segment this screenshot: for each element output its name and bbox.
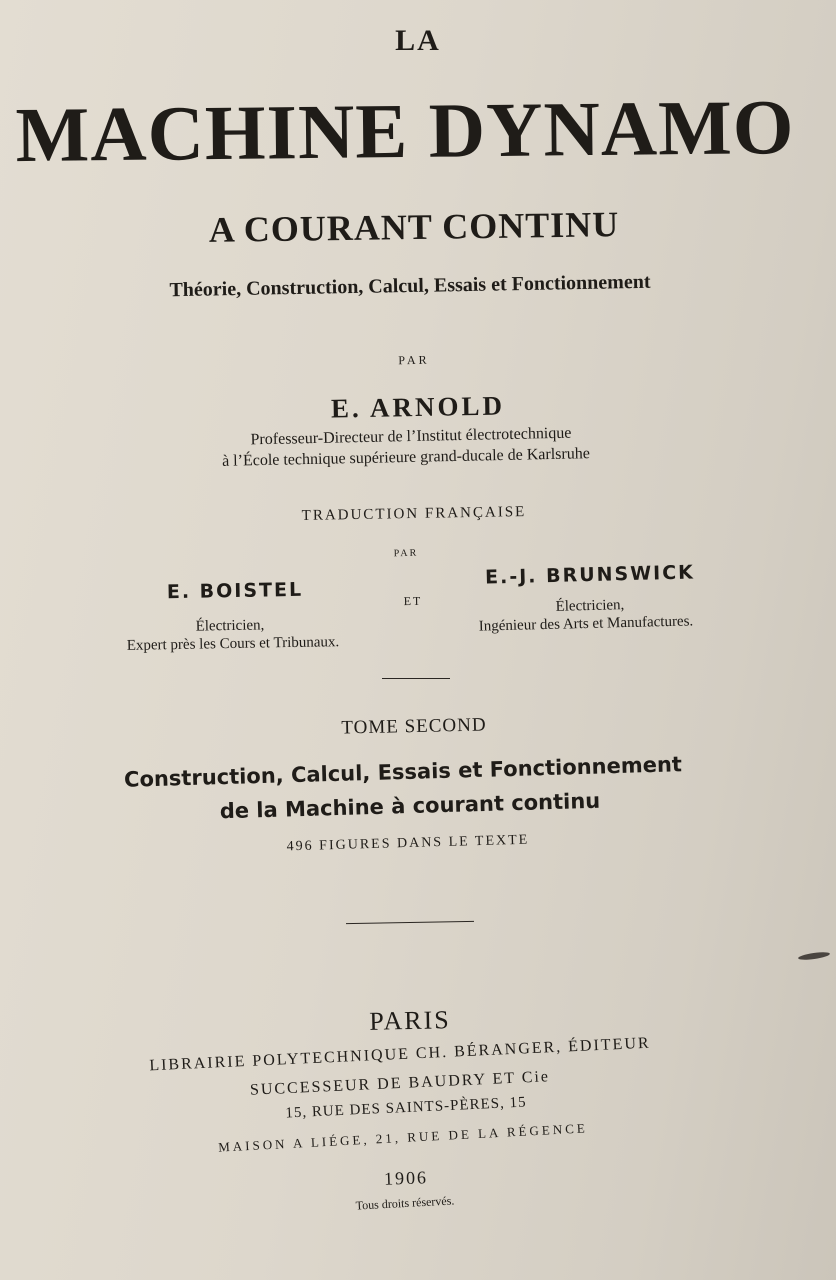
author-title-line-2: à l’École technique supérieure grand-ducale de Karlsruhe bbox=[221, 445, 591, 470]
author-title-line-1: Professeur-Directeur de l’Institut électrotechnique bbox=[250, 424, 572, 449]
translator-2-role-1: Électricien, bbox=[555, 597, 625, 615]
publisher-address: 15, RUE DES SAINTS-PÈRES, 15 bbox=[285, 1094, 527, 1122]
volume-label: TOME SECOND bbox=[341, 714, 487, 739]
conjunction: ET bbox=[403, 593, 423, 609]
translator-2-name: E.-J. BRUNSWICK bbox=[484, 561, 696, 589]
par-label-2: PAR bbox=[393, 547, 419, 560]
book-subtitle: A COURANT CONTINU bbox=[208, 204, 620, 250]
translation-label: TRADUCTION FRANÇAISE bbox=[301, 504, 527, 524]
figures-count: 496 FIGURES DANS LE TEXTE bbox=[286, 832, 530, 855]
translator-1-role-1: Électricien, bbox=[195, 617, 265, 635]
topics-line: Théorie, Construction, Calcul, Essais et Fonctionnement bbox=[169, 270, 651, 302]
translator-1-name: E. BOISTEL bbox=[166, 578, 304, 604]
par-label: PAR bbox=[398, 352, 430, 368]
divider-rule-1 bbox=[382, 678, 450, 679]
divider-rule-2 bbox=[346, 921, 474, 924]
translator-2-role-2: Ingénieur des Arts et Manufactures. bbox=[478, 613, 694, 635]
publisher-line-2: SUCCESSEUR DE BAUDRY ET Cie bbox=[249, 1068, 551, 1099]
publication-city: PARIS bbox=[369, 1005, 451, 1036]
translator-1-role-2: Expert près les Cours et Tribunaux. bbox=[126, 634, 340, 654]
ink-blemish bbox=[798, 951, 831, 961]
rights-notice: Tous droits réservés. bbox=[355, 1193, 455, 1213]
publisher-branch: MAISON A LIÉGE, 21, RUE DE LA RÉGENCE bbox=[217, 1120, 589, 1155]
publication-year: 1906 bbox=[383, 1167, 429, 1189]
article: LA bbox=[395, 24, 441, 57]
author-name: E. ARNOLD bbox=[330, 390, 506, 424]
volume-subject-line-1: Construction, Calcul, Essais et Fonctionnement bbox=[123, 752, 683, 792]
volume-subject-line-2: de la Machine à courant continu bbox=[219, 788, 601, 824]
book-title: MACHINE DYNAMO bbox=[15, 82, 795, 179]
publisher-line-1: LIBRAIRIE POLYTECHNIQUE CH. BÉRANGER, ÉDITEUR bbox=[148, 1034, 651, 1075]
